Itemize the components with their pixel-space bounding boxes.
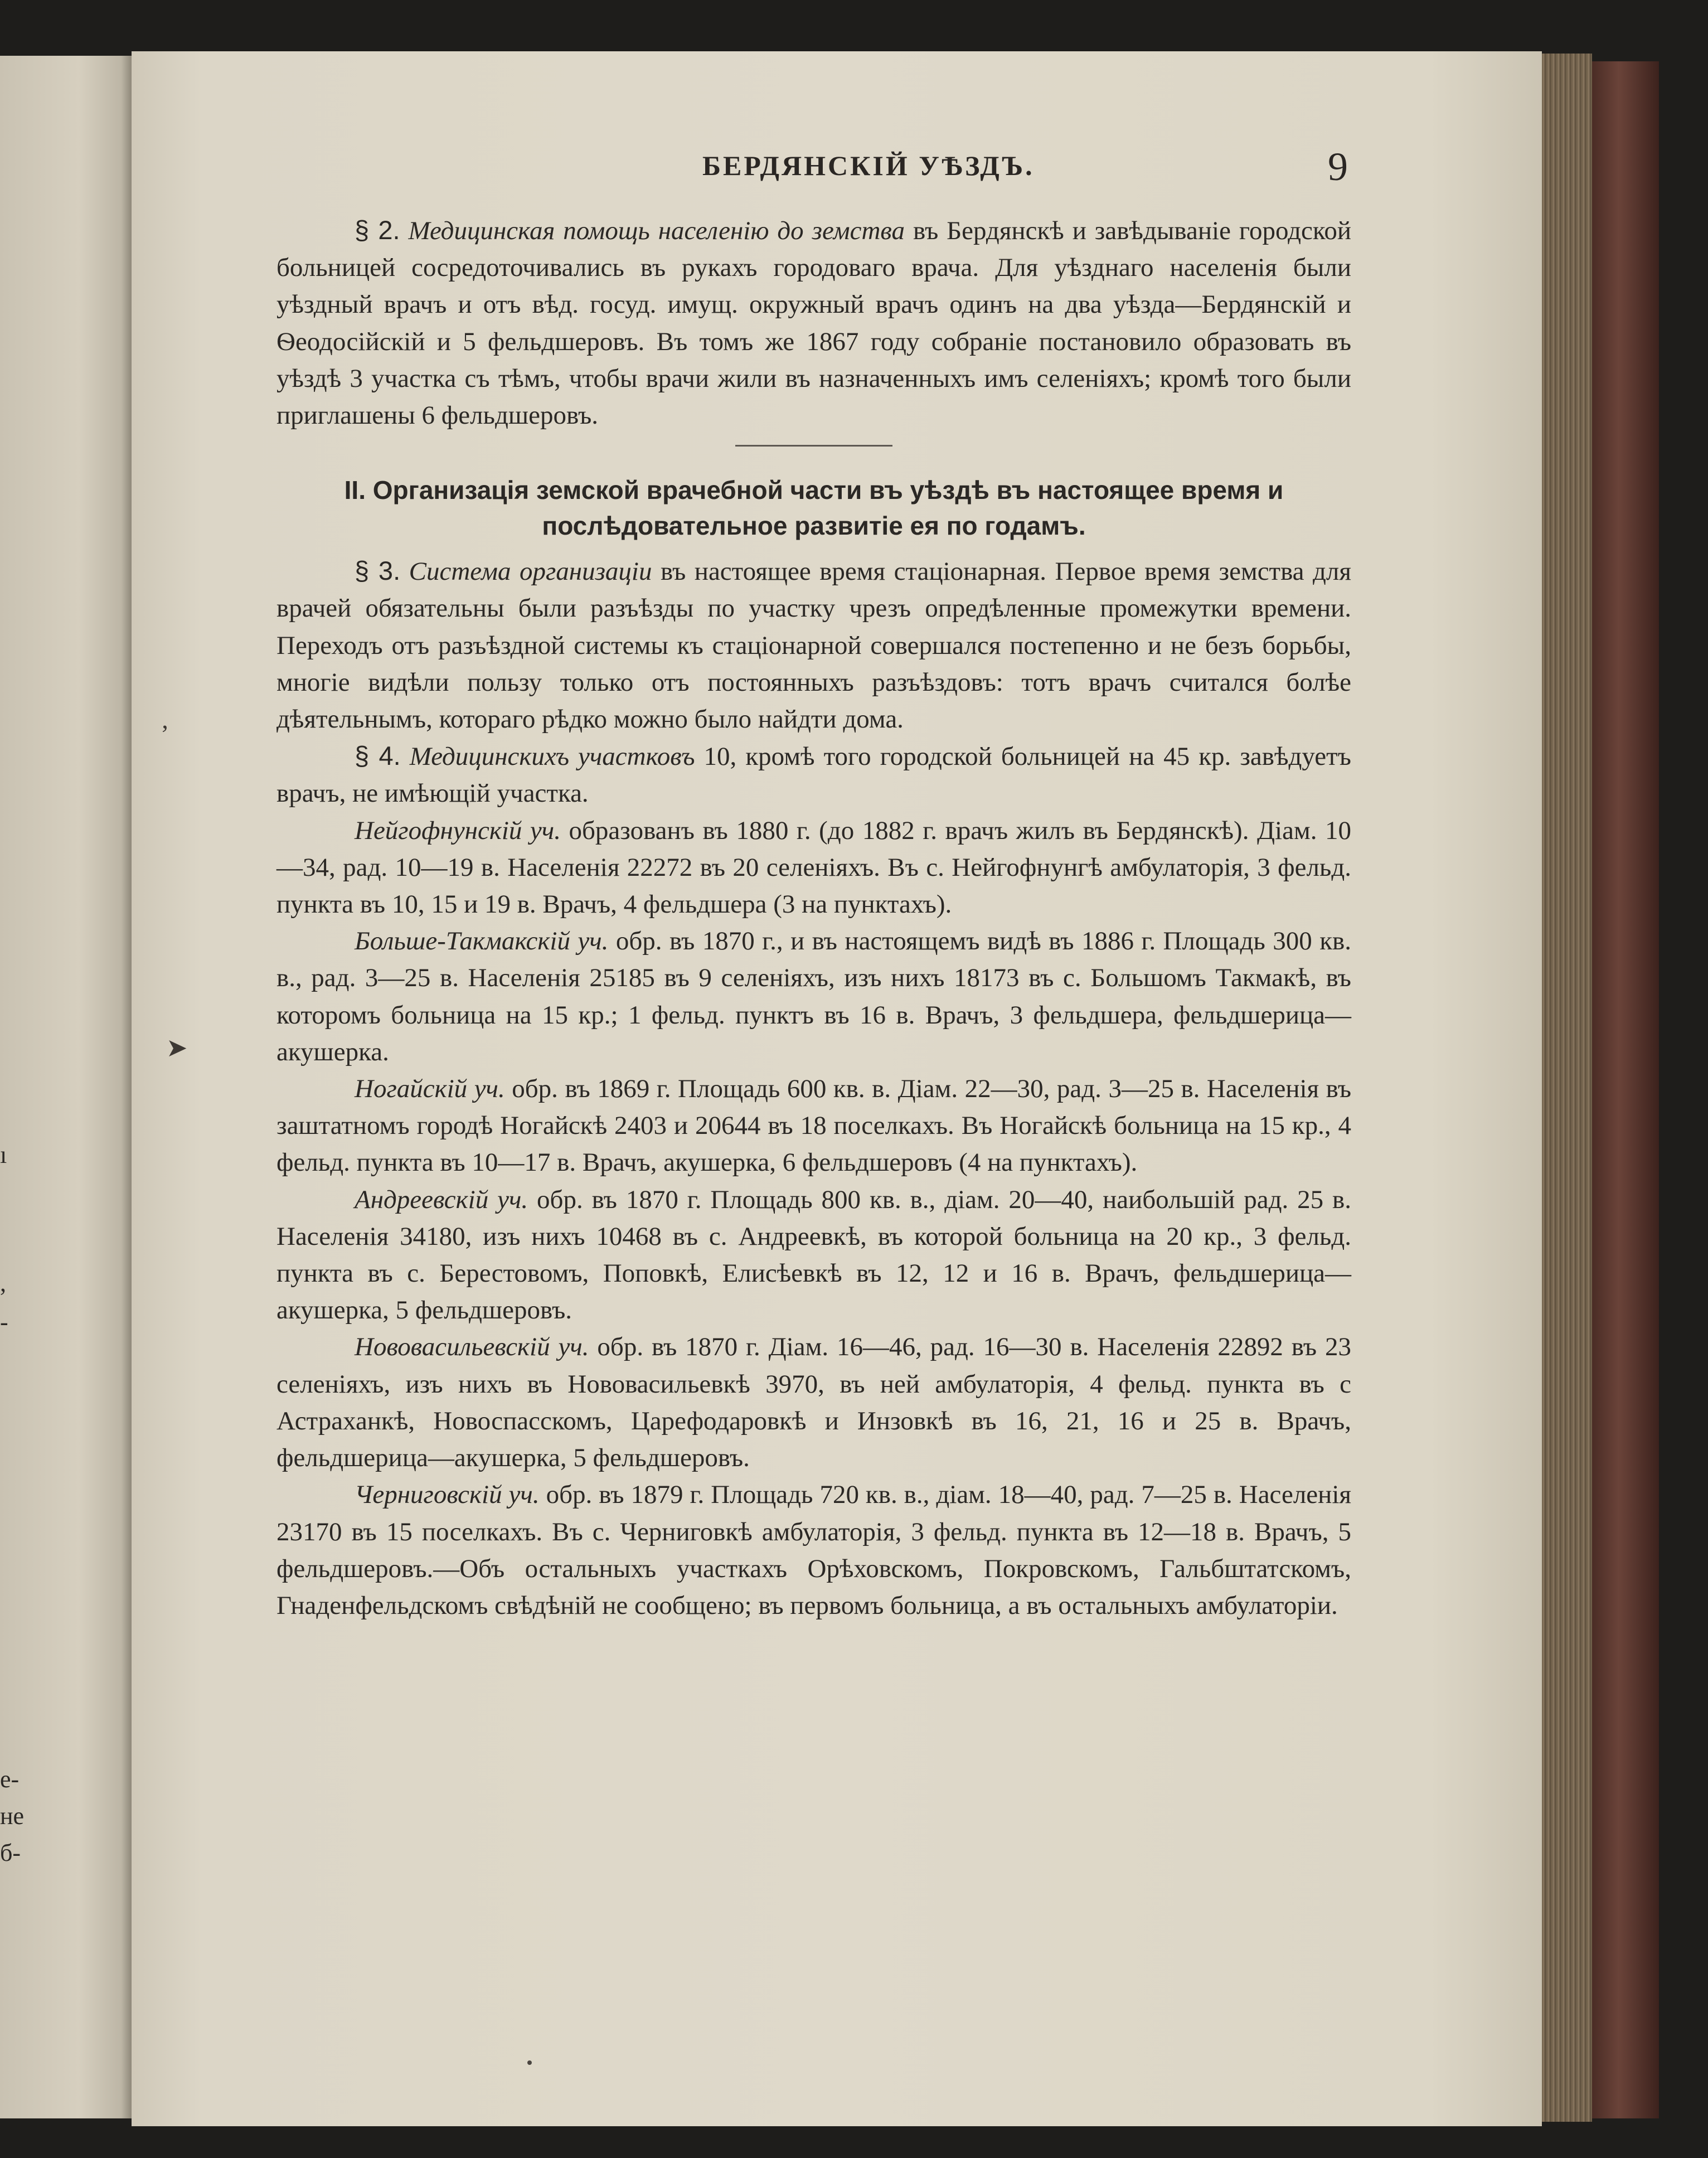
chapter-heading-line: послѣдовательное развитіе ея по годамъ. [542, 511, 1086, 541]
district-paragraph [276, 812, 1351, 923]
book-cover [1592, 61, 1659, 2118]
left-page-fragment: б- [0, 1839, 21, 1866]
district-name: Андреевскій уч. [355, 1185, 528, 1214]
section-text: 10, кромѣ того городской больницей на 45 кр. завѣдуетъ врачъ, не имѣющій участка. [276, 742, 1351, 808]
district-text: обр. въ 1879 г. Площадь 720 кв. в., діам. 18—40, рад. 7—25 в. Населенія 23170 въ 15 поселкахъ. Въ с. Черниговкѣ амбулаторія, 3 фельд. пункта въ 12—18 в. Врачъ, 5 фельдшеровъ.—Объ остальныхъ участкахъ Орѣховскомъ, Покровскомъ, Гальбштатскомъ, Гнаденфельдскомъ свѣдѣній не сообщено; въ первомъ больница, а въ остальныхъ амбулаторіи. [276, 1480, 1351, 1620]
left-page [0, 56, 132, 2118]
district-text: обр. въ 1870 г. Площадь 800 кв. в., діам. 20—40, наибольшій рад. 25 в. Населенія 34180, изъ нихъ 10468 въ с. Андреевкѣ, въ которой больница на 20 кр., 3 фельд. пункта въ с. Берестовомъ, Поповкѣ, Елисѣевкѣ въ 12, 12 и 16 в. Врачъ, фельдшерица—акушерка, 5 фельдшеровъ. [276, 1185, 1351, 1325]
district-paragraph [276, 1181, 1351, 1329]
section-title: Медицинская помощь населенію до земства [408, 216, 905, 245]
district-paragraph [276, 923, 1351, 1070]
district-paragraph [276, 1070, 1351, 1181]
margin-mark: ➤ [166, 1034, 188, 1062]
district-text: образованъ въ 1880 г. (до 1882 г. врачъ жилъ въ Бердянскѣ). Діам. 10—34, рад. 10—19 в. Населенія 22272 въ 20 селеніяхъ. Въ с. Нейгофнунгѣ амбулаторія, 3 фельд. пункта въ 10, 15 и 19 в. Врачъ, 4 фельдшера (3 на пунктахъ). [276, 816, 1351, 919]
page-number: 9 [1328, 144, 1348, 189]
district-name: Ногайскій уч. [355, 1074, 505, 1104]
district-text: обр. въ 1870 г. Діам. 16—46, рад. 16—30 в. Населенія 22892 въ 23 селеніяхъ, изъ нихъ въ Нововасильевкѣ 3970, въ ней амбулаторія, 4 фельд. пункта въ с Астраханкѣ, Новоспасскомъ, Царефодаровкѣ и Инзовкѣ въ 16, 21, 16 и 25 в. Врачъ, фельдшерица—акушерка, 5 фельдшеровъ. [276, 1332, 1351, 1473]
left-page-fragment: , [0, 1269, 6, 1297]
section-number: § 4. [355, 741, 401, 771]
district-paragraph [276, 1328, 1351, 1476]
district-text: обр. въ 1870 г., и въ настоящемъ видѣ въ 1886 г. Площадь 300 кв. в., рад. 3—25 в. Населенія 25185 въ 9 селеніяхъ, изъ нихъ 18173 въ с. Большомъ Такмакѣ, въ которомъ больница на 15 кр.; 1 фельд. пунктъ въ 16 в. Врачъ, 3 фельдшера, фельдшерица—акушерка. [276, 927, 1351, 1066]
paragraph-s4 [276, 738, 1351, 812]
running-title: БЕРДЯНСКІЙ УѢЗДЪ. [702, 150, 1035, 181]
district-name: Нововасильевскій уч. [355, 1332, 589, 1362]
section-title: Система организаціи [409, 557, 652, 586]
chapter-heading-line: II. Организація земской врачебной части въ уѣздѣ въ настоящее время и [344, 476, 1284, 505]
page-edges [1542, 54, 1592, 2122]
left-page-fragment: ı [0, 1141, 7, 1168]
district-paragraph [276, 1476, 1351, 1624]
margin-mark: ʼ [161, 720, 169, 748]
chapter-heading [276, 472, 1351, 544]
district-name: Черниговскій уч. [355, 1480, 540, 1510]
left-page-fragment: е- [0, 1766, 20, 1793]
district-text: обр. въ 1869 г. Площадь 600 кв. в. Діам. 22—30, рад. 3—25 в. Населенія въ заштатномъ городѣ Ногайскѣ 2403 и 20644 въ 18 поселкахъ. Въ Ногайскѣ больница на 15 кр., 4 фельд. пункта въ 10—17 в. Врачъ, акушерка, 6 фельдшеровъ (4 на пунктахъ). [276, 1074, 1352, 1177]
district-name: Нейгофнунскій уч. [355, 816, 561, 845]
district-name: Больше-Такмакскій уч. [355, 927, 609, 956]
section-title: Медицинскихъ участковъ [409, 742, 695, 772]
section-number: § 2. [355, 215, 400, 245]
section-divider [735, 445, 892, 447]
left-page-fragment: не [0, 1802, 25, 1830]
section-text: въ Бердянскѣ и завѣдываніе городской больницей сосредоточивались въ рукахъ городоваго врача. Для уѣзднаго населенія были уѣздный врачъ и отъ вѣд. госуд. имущ. окружный врачъ одинъ на два уѣзда—Бердянскій и Ѳеодосійскій и 5 фельдшеровъ. Въ томъ же 1867 году собраніе постановило образовать въ уѣздѣ 3 участка съ тѣмъ, чтобы врачи жили въ назначенныхъ имъ селеніяхъ; кромѣ того были приглашены 6 фельдшеровъ. [276, 216, 1351, 430]
left-page-fragment: - [0, 1308, 8, 1336]
page-body [276, 212, 1351, 1624]
ink-dot [527, 2060, 532, 2065]
paragraph-s2 [276, 212, 1351, 434]
section-number: § 3. [355, 556, 401, 586]
section-text: въ настоящее время стаціонарная. Первое время земства для врачей обязательны были разъѣзды по участку чрезъ опредѣленные промежутки времени. Переходъ отъ разъѣздной системы къ стаціонарной совершался постепенно и не безъ борьбы, многіе видѣли пользу только отъ постоянныхъ разъѣздовъ: тотъ врачъ считался болѣе дѣятельнымъ, котораго рѣдко можно было найдти дома. [276, 557, 1351, 734]
paragraph-s3 [276, 552, 1351, 738]
